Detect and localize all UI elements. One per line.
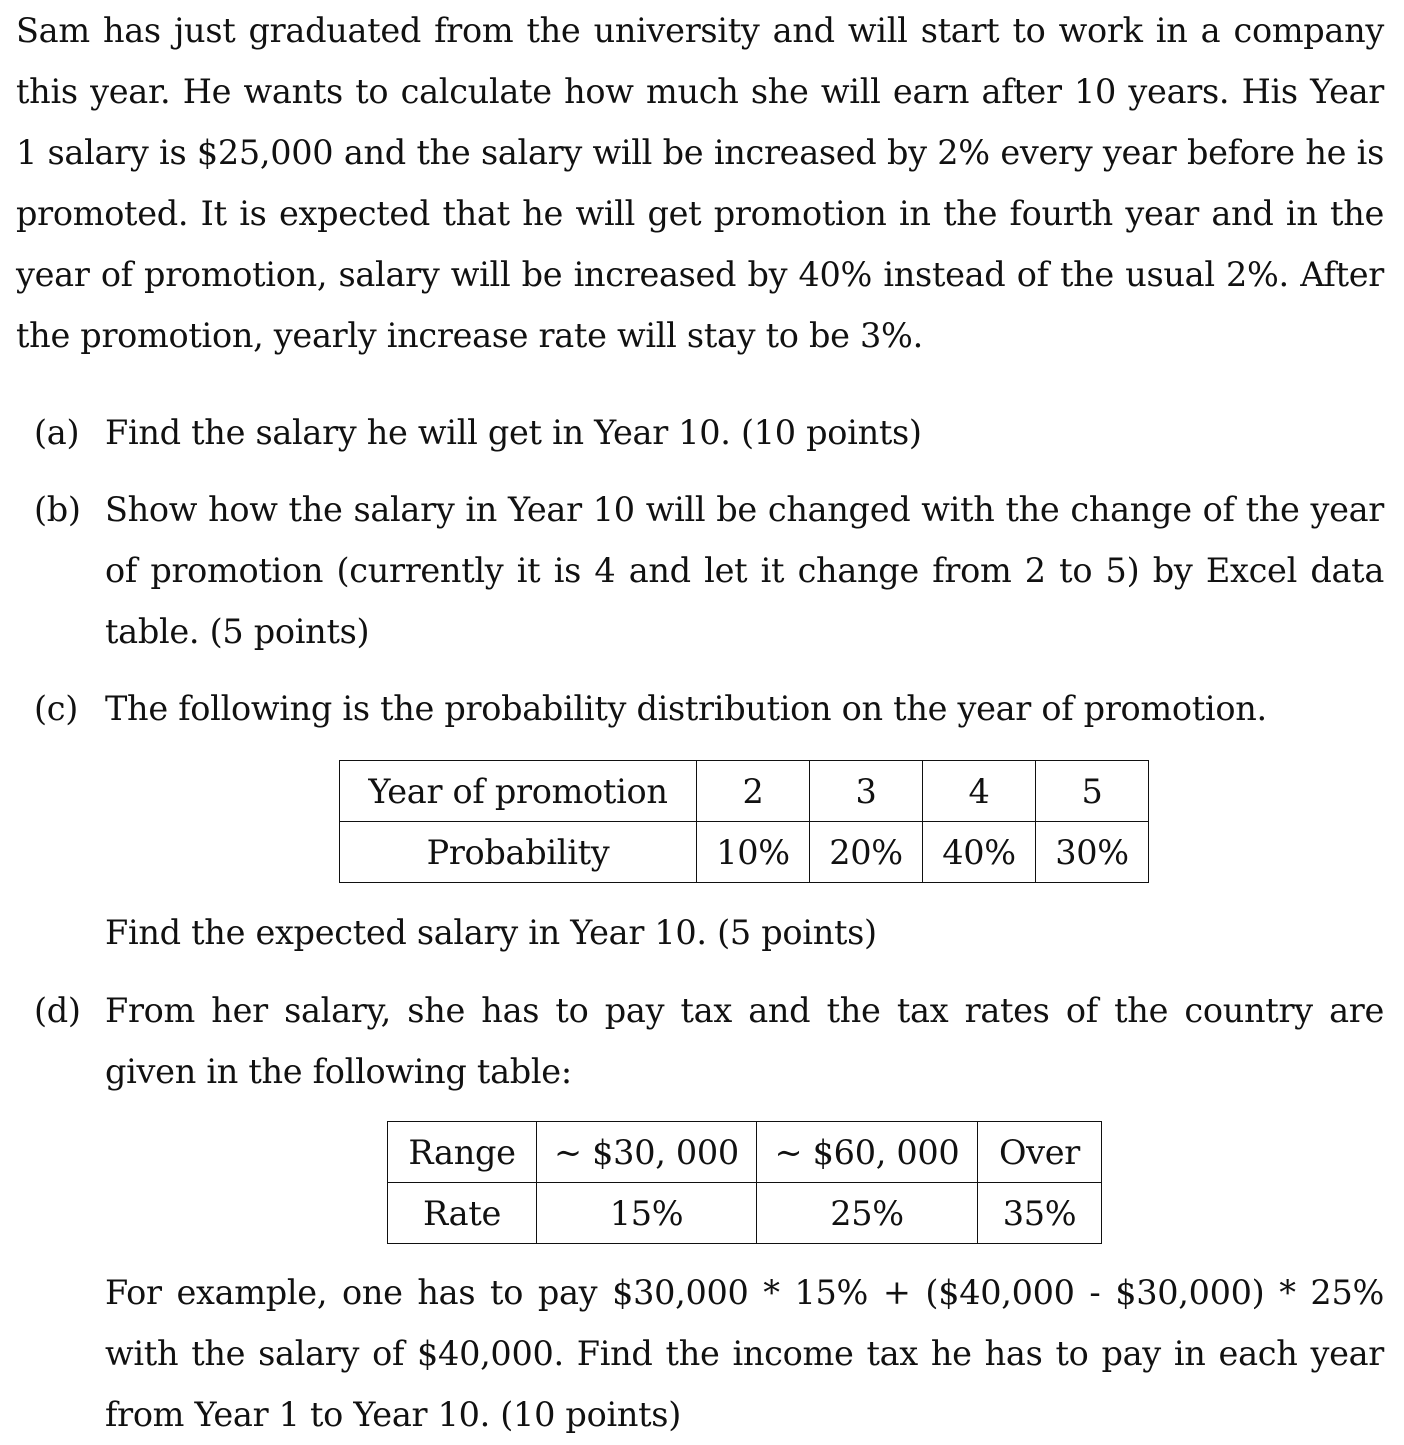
table-cell: 5: [1036, 761, 1149, 822]
question-c-text: The following is the probability distribution on the year of promotion.: [105, 689, 1267, 728]
table-cell: ∼ $30, 000: [537, 1122, 757, 1183]
table-cell: 10%: [697, 822, 810, 883]
table-cell: 35%: [978, 1183, 1102, 1244]
question-d-text: From her salary, she has to pay tax and the tax rates of the country are given in the following table:: [105, 991, 1384, 1091]
question-c-followup: Find the expected salary in Year 10. (5 points): [105, 913, 877, 952]
table-cell: 2: [697, 761, 810, 822]
table-cell: 40%: [923, 822, 1036, 883]
promotion-probability-table: [339, 760, 1149, 883]
table-row: [340, 822, 1149, 883]
table-header-cell: Probability: [340, 822, 697, 883]
question-a-label: (a): [34, 413, 80, 452]
question-c-label: (c): [34, 689, 79, 728]
question-b-text: Show how the salary in Year 10 will be changed with the change of the year of promotion (currently it is 4 and let it change from 2 to 5) by Excel data table. (5 points): [105, 490, 1384, 651]
question-b-label: (b): [34, 490, 81, 529]
table-cell: 15%: [537, 1183, 757, 1244]
table-cell: Over: [978, 1122, 1102, 1183]
table-cell: ∼ $60, 000: [757, 1122, 978, 1183]
table-header-cell: Rate: [388, 1183, 537, 1244]
question-c: [16, 678, 1384, 739]
table-row: [340, 761, 1149, 822]
tax-rate-table: [387, 1121, 1102, 1244]
question-d: [16, 980, 1384, 1102]
table-cell: 25%: [757, 1183, 978, 1244]
table-header-cell: Range: [388, 1122, 537, 1183]
table-cell: 20%: [810, 822, 923, 883]
question-d-followup: For example, one has to pay $30,000 * 15% + ($40,000 - $30,000) * 25% with the salary of $40,000. Find the income tax he has to pay in each year from Year 1 to Year 10. (10 points): [105, 1273, 1384, 1434]
question-a-text: Find the salary he will get in Year 10. (10 points): [105, 413, 922, 452]
question-b: [16, 479, 1384, 662]
table-cell: 30%: [1036, 822, 1149, 883]
question-a: [16, 402, 1384, 463]
table-cell: 3: [810, 761, 923, 822]
table-header-cell: Year of promotion: [340, 761, 697, 822]
question-d-label: (d): [34, 991, 81, 1030]
table-row: [388, 1183, 1102, 1244]
table-row: [388, 1122, 1102, 1183]
problem-intro: Sam has just graduated from the university and will start to work in a company this year. He wants to calculate how much she will earn after 10 years. His Year 1 salary is $25,000 and the salary will be increased by 2% every year before he is promoted. It is expected that he will get promotion in the fourth year and in the year of promotion, salary will be increased by 40% instead of the usual 2%. After the promotion, yearly increase rate will stay to be 3%.: [16, 11, 1384, 355]
table-cell: 4: [923, 761, 1036, 822]
